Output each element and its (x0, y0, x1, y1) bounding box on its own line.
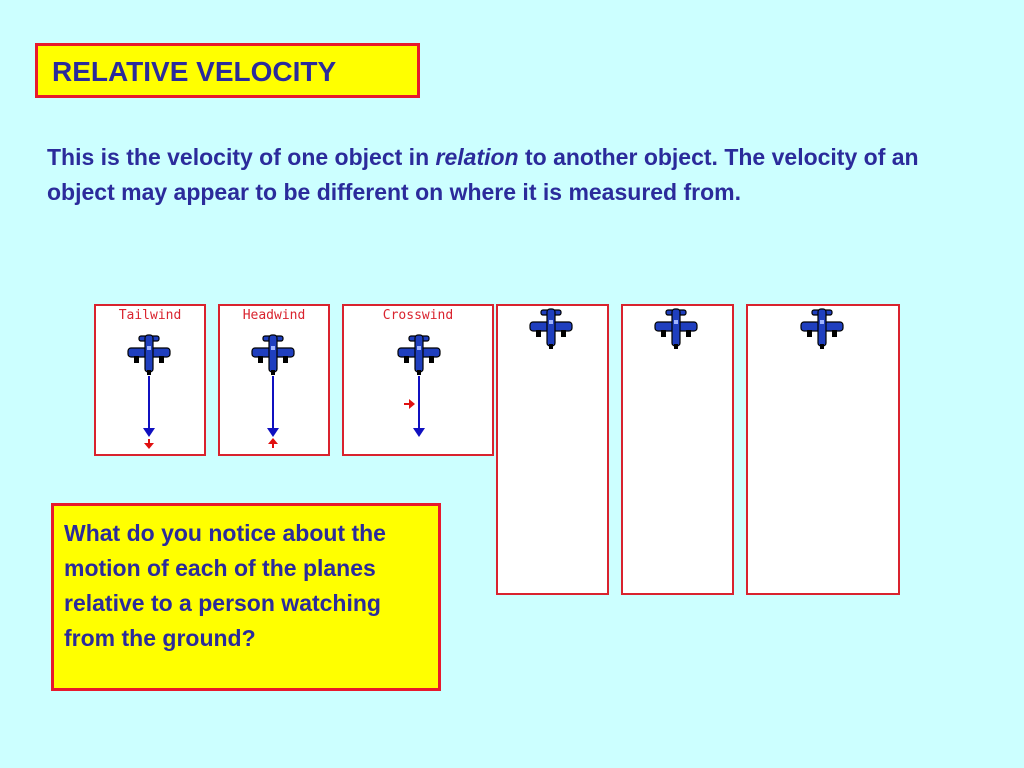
airplane-icon (126, 334, 172, 376)
airplane-icon (799, 308, 845, 350)
airplane-icon (396, 334, 442, 376)
velocity-arrow-down-icon (142, 376, 156, 438)
intro-emphasis: relation (435, 144, 519, 170)
wind-arrow-down-icon (143, 439, 155, 449)
animation-panel-2 (621, 304, 734, 595)
airplane-icon (528, 308, 574, 350)
slide-title: RELATIVE VELOCITY (52, 56, 337, 87)
question-box (51, 503, 441, 691)
intro-text-part1: This is the velocity of one object in (47, 144, 436, 170)
animation-panel-3 (746, 304, 900, 595)
intro-text-part2: to another object. The velocity of an object may appear to be different on where it is measured from. (47, 144, 919, 205)
crosswind-panel (342, 304, 494, 456)
headwind-panel (218, 304, 330, 456)
airplane-icon (653, 308, 699, 350)
velocity-arrow-down-icon (266, 376, 280, 438)
intro-paragraph (47, 140, 977, 210)
tailwind-panel (94, 304, 206, 456)
airplane-icon (250, 334, 296, 376)
animation-panel-1 (496, 304, 609, 595)
wind-arrow-up-icon (267, 438, 279, 448)
headwind-label: Headwind (242, 308, 306, 323)
tailwind-label: Tailwind (118, 308, 182, 323)
question-text: What do you notice about the motion of each of the planes relative to a person watching from the ground? (64, 520, 386, 651)
crosswind-label: Crosswind (382, 308, 454, 323)
wind-arrow-right-icon (404, 398, 416, 410)
title-box (35, 43, 420, 98)
